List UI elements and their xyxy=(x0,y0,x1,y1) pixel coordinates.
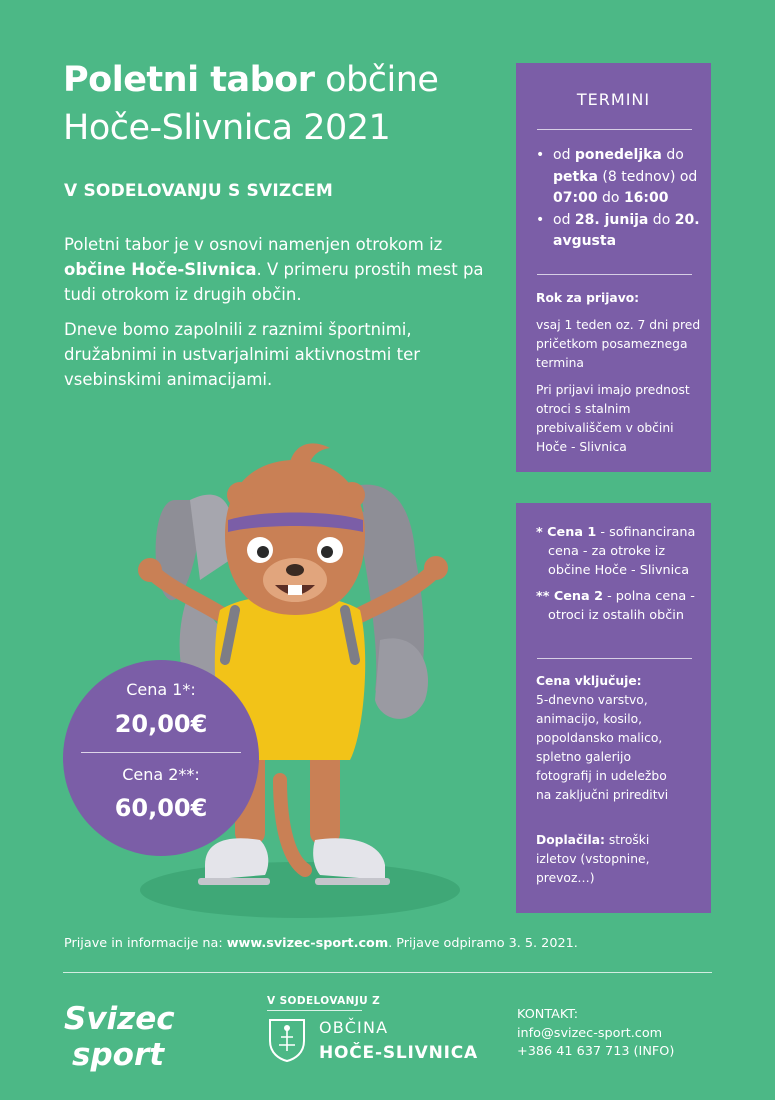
intro-paragraph-2: Dneve bomo zapolnili z raznimi športnimi, družabnimi in ustvarjalnimi aktivnostmi ter vsebinskimi animacijami. xyxy=(64,320,421,389)
term-item-weekdays: • od ponedeljka do petka (8 tednov) od 07:00 do 16:00 xyxy=(536,145,706,210)
website-link[interactable]: www.svizec-sport.com xyxy=(226,936,389,951)
contact-block xyxy=(517,1006,674,1062)
partner-name-line1: OBČINA xyxy=(319,1018,389,1037)
price2-value: 60,00€ xyxy=(114,794,208,822)
includes-label: Cena vključuje: xyxy=(536,674,642,688)
deadline-label: Rok za prijavo: xyxy=(536,291,640,305)
price2-note: ** Cena 2 - polna cena - otroci iz ostalih občin xyxy=(536,589,695,623)
term-item-dates: • od 28. junija do 20. avgusta xyxy=(536,210,706,253)
footer-info: Prijave in informacije na: www.svizec-sport.com. Prijave odpiramo 3. 5. 2021. xyxy=(64,936,578,951)
priority-text: Pri prijavi imajo prednost otroci s stalnim prebivališčem v občini Hoče - Slivnica xyxy=(536,383,690,454)
terms-box xyxy=(516,63,711,472)
page-title xyxy=(63,56,503,152)
title-light-2: Hoče-Slivnica 2021 xyxy=(63,108,391,148)
extra-costs: Doplačila: stroški izletov (vstopnine, prevoz…) xyxy=(536,833,650,885)
divider xyxy=(537,129,692,130)
contact-label: KONTAKT: xyxy=(517,1007,579,1022)
divider xyxy=(537,274,692,275)
subtitle: V SODELOVANJU S SVIZCEM xyxy=(64,181,333,201)
partner-name-line2: HOČE-SLIVNICA xyxy=(319,1043,478,1063)
partner-divider xyxy=(267,1010,362,1011)
logo-line1: Svizec xyxy=(64,1001,175,1037)
partner-caption: V SODELOVANJU Z xyxy=(267,995,381,1007)
prices-box xyxy=(516,503,711,913)
divider xyxy=(537,658,692,659)
intro-bold: občine Hoče-Slivnica xyxy=(64,260,257,279)
includes-text: 5-dnevno varstvo, animacijo, kosilo, popoldansko malico, spletno galerijo fotografij in udeležbo na zaključni prireditvi xyxy=(536,693,669,802)
divider xyxy=(81,752,241,753)
title-light-1: občine xyxy=(325,60,439,100)
municipality-crest-icon xyxy=(267,1017,307,1063)
title-bold: Poletni tabor xyxy=(63,60,315,100)
terms-heading: TERMINI xyxy=(576,90,651,109)
terms-list xyxy=(536,145,706,253)
intro-text: . V primeru prostih mest pa tudi otrokom iz drugih občin. xyxy=(64,260,484,304)
intro-text: Poletni tabor je v osnovi namenjen otrokom iz xyxy=(64,235,443,254)
intro-paragraph-1 xyxy=(64,232,494,307)
contact-phone[interactable]: +386 41 637 713 (INFO) xyxy=(517,1044,675,1059)
price2-label: Cena 2**: xyxy=(122,765,200,784)
price1-value: 20,00€ xyxy=(114,710,208,738)
logo-line2: sport xyxy=(72,1037,165,1073)
deadline-text: vsaj 1 teden oz. 7 dni pred pričetkom posameznega termina xyxy=(536,318,701,370)
svizec-sport-logo xyxy=(62,995,202,1075)
price1-label: Cena 1*: xyxy=(126,680,196,699)
price1-note: * Cena 1 - sofinancirana cena - za otroke iz občine Hoče - Slivnica xyxy=(536,525,696,578)
contact-email[interactable]: info@svizec-sport.com xyxy=(517,1025,663,1041)
footer-divider xyxy=(63,972,712,973)
price-badge xyxy=(63,660,259,856)
